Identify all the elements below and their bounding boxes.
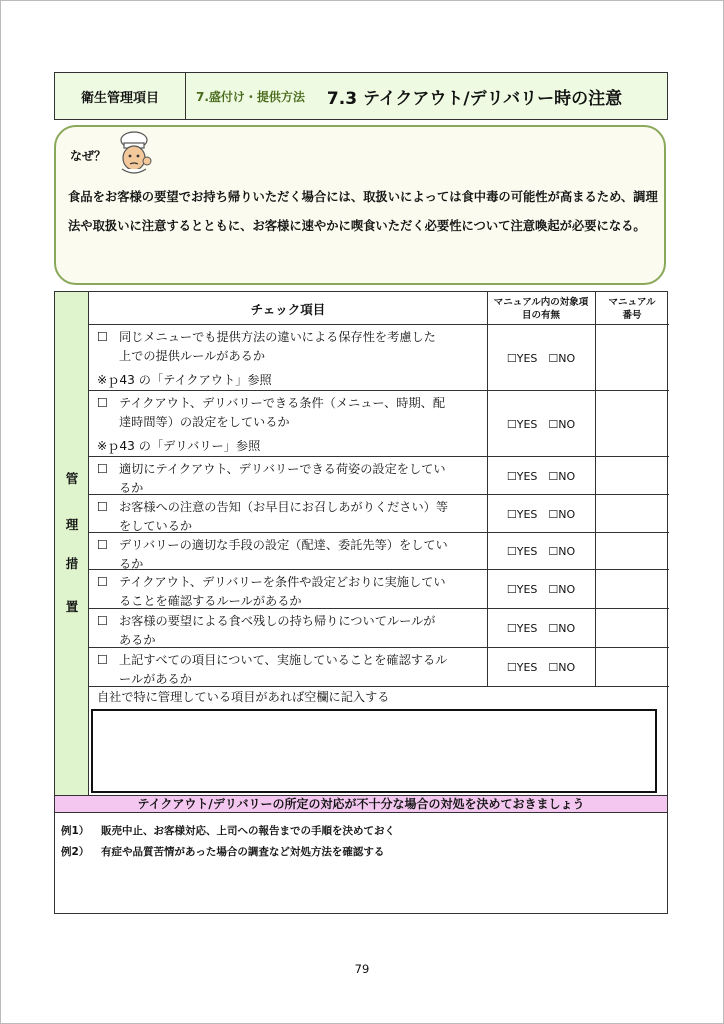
checkbox[interactable]: ☐ (97, 653, 108, 667)
row-text-line1: お客様の要望による食べ残しの持ち帰りについてルールが (119, 614, 436, 628)
row-text-line1: テイクアウト、デリバリーを条件や設定どおりに実施してい (119, 575, 446, 589)
table-row (89, 325, 669, 391)
row-text-line2: あるか (119, 633, 156, 647)
checkbox[interactable]: ☐ (97, 614, 108, 628)
yes-no-options[interactable]: ☐YES ☐NO (506, 661, 576, 674)
yes-no-options[interactable]: ☐YES ☐NO (506, 583, 576, 596)
col-manual-number: マニュアル番号 (608, 296, 656, 321)
column-divider (595, 292, 596, 687)
table-header (89, 292, 669, 325)
yes-no-options[interactable]: ☐YES ☐NO (506, 622, 576, 635)
row-text-line2: 上での提供ルールがあるか (119, 349, 266, 363)
header-category: 衛生管理項目 (55, 73, 186, 119)
checkbox[interactable]: ☐ (97, 538, 108, 552)
checkbox[interactable]: ☐ (97, 462, 108, 476)
row-text-line2: をしているか (119, 519, 193, 533)
side-label-char: 置 (65, 599, 79, 614)
header-subcategory: 7.盛付け・提供方法 (196, 89, 305, 104)
row-text-line2: るか (119, 481, 144, 495)
check-table (54, 291, 668, 796)
row-text-line1: 適切にテイクアウト、デリバリーできる荷姿の設定をしてい (119, 462, 446, 476)
row-text-line1: テイクアウト、デリバリーできる条件（メニュー、時期、配 (119, 396, 446, 410)
checkbox[interactable]: ☐ (97, 330, 108, 344)
table-row (89, 391, 669, 457)
free-entry-note: 自社で特に管理している項目があれば空欄に記入する (97, 690, 390, 704)
side-label-char: 措 (65, 556, 79, 571)
countermeasure-heading: テイクアウト/デリバリーの所定の対応が不十分な場合の対処を決めておきましょう (55, 796, 667, 813)
row-text-line1: デリバリーの適切な手段の設定（配達、委託先等）をしてい (119, 538, 448, 552)
why-body: 食品をお客様の要望でお持ち帰りいただく場合には、取扱いによっては食中毒の可能性が高まるため、調理法や取扱いに注意するとともに、お客様に速やかに喫食いただく必要性について注意喚起が必要になる。 (68, 190, 658, 233)
example-number: 例2） (61, 846, 90, 858)
checkbox[interactable]: ☐ (97, 396, 108, 410)
free-entry-box[interactable] (91, 709, 657, 793)
row-text-line2: ールがあるか (119, 672, 192, 686)
table-row (89, 495, 669, 533)
column-divider (487, 292, 488, 687)
row-text-line2: ることを確認するルールがあるか (119, 594, 302, 608)
example-number: 例1） (61, 825, 90, 837)
example-item (61, 844, 384, 859)
example-text: 販売中止、お客様対応、上司への報告までの手順を決めておく (101, 825, 395, 837)
side-label-column (55, 292, 89, 795)
row-note: ※ｐ43 の「テイクアウト」参照 (97, 373, 272, 387)
yes-no-options[interactable]: ☐YES ☐NO (506, 417, 576, 431)
example-text: 有症や品質苦情があった場合の調査など対処方法を確認する (101, 846, 385, 858)
yes-no-options[interactable]: ☐YES ☐NO (506, 351, 576, 365)
yes-no-options[interactable]: ☐YES ☐NO (506, 469, 576, 483)
row-text-line1: 上記すべての項目について、実施していることを確認するル (119, 653, 448, 667)
why-label: なぜ？ (70, 149, 107, 163)
yes-no-options[interactable]: ☐YES ☐NO (506, 545, 576, 558)
row-text-line1: 同じメニューでも提供方法の違いによる保存性を考慮した (119, 330, 436, 344)
yes-no-options[interactable]: ☐YES ☐NO (506, 507, 576, 521)
col-manual-presence: マニュアル内の対象項目の有無 (493, 296, 589, 321)
table-row (89, 609, 669, 648)
checkbox[interactable]: ☐ (97, 500, 108, 514)
section-header (54, 72, 668, 120)
why-box (54, 125, 666, 285)
page-title: 7.3 テイクアウト/デリバリー時の注意 (326, 88, 623, 109)
table-row (89, 648, 669, 687)
row-text-line2: るか (119, 557, 144, 571)
chef-thinking-icon (114, 131, 158, 177)
table-row (89, 533, 669, 570)
row-text-line1: お客様への注意の告知（お早目にお召しあがりください）等 (119, 500, 449, 514)
table-row (89, 457, 669, 495)
side-label-char: 管 (65, 471, 79, 486)
row-note: ※ｐ43 の「デリバリー」参照 (97, 439, 261, 453)
checkbox[interactable]: ☐ (97, 575, 108, 589)
col-check-item: チェック項目 (250, 301, 326, 317)
side-label-char: 理 (65, 517, 79, 532)
page-number: 79 (354, 962, 370, 976)
countermeasure-section (54, 796, 668, 914)
table-row (89, 570, 669, 609)
example-item (61, 823, 395, 838)
row-text-line2: 達時間等）の設定をしているか (119, 415, 290, 429)
